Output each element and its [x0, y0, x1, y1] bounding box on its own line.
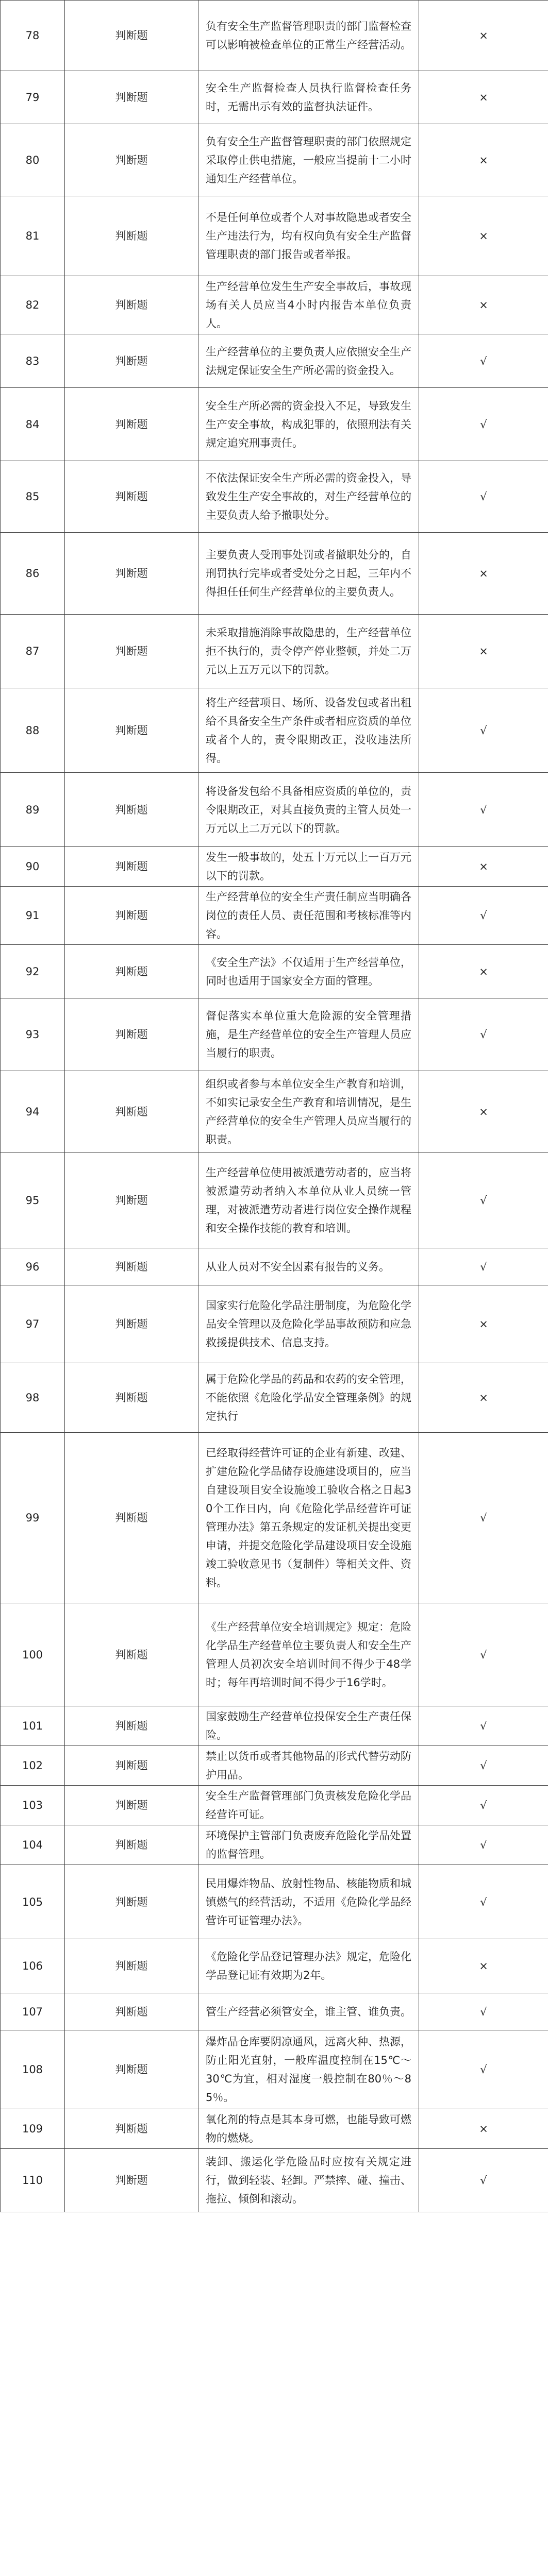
- question-type: 判断题: [65, 1865, 198, 1939]
- question-answer: ×: [419, 2109, 548, 2149]
- question-text: 未采取措施消除事故隐患的，生产经营单位拒不执行的，责令停产停业整顿，并处二万元以上五万元以下的罚款。: [198, 615, 419, 688]
- question-text: 将生产经营项目、场所、设备发包或者出租给不具备安全生产条件或者相应资质的单位或者个人的，责令限期改正，没收违法所得。: [198, 688, 419, 773]
- question-text: 装卸、搬运化学危险品时应按有关规定进行，做到轻装、轻卸。严禁摔、碰、撞击、拖拉、倾倒和滚动。: [198, 2149, 419, 2212]
- question-text: 生产经营单位的安全生产责任制应当明确各岗位的责任人员、责任范围和考核标准等内容。: [198, 887, 419, 945]
- question-answer: ×: [419, 1285, 548, 1363]
- question-answer: ×: [419, 945, 548, 998]
- question-number: 84: [1, 388, 65, 461]
- table-row: [1, 461, 548, 533]
- table-row: [1, 2149, 548, 2212]
- question-text: 不是任何单位或者个人对事故隐患或者安全生产违法行为，均有权向负有安全生产监督管理职责的部门报告或者举报。: [198, 196, 419, 276]
- question-answer: ×: [419, 196, 548, 276]
- question-text: 《生产经营单位安全培训规定》规定：危险化学品生产经营单位主要负责人和安全生产管理人员初次安全培训时间不得少于48学时；每年再培训时间不得少于16学时。: [198, 1603, 419, 1706]
- question-answer: √: [419, 998, 548, 1071]
- question-number: 106: [1, 1939, 65, 1993]
- question-answer: √: [419, 688, 548, 773]
- question-type: 判断题: [65, 196, 198, 276]
- question-number: 86: [1, 533, 65, 615]
- question-number: 96: [1, 1248, 65, 1285]
- question-number: 89: [1, 773, 65, 847]
- question-text: 环境保护主管部门负责废弃危险化学品处置的监督管理。: [198, 1825, 419, 1865]
- question-type: 判断题: [65, 615, 198, 688]
- question-type: 判断题: [65, 124, 198, 196]
- table-row: [1, 276, 548, 334]
- question-answer: ×: [419, 1, 548, 71]
- question-number: 81: [1, 196, 65, 276]
- question-answer: √: [419, 1786, 548, 1825]
- question-text: 将设备发包给不具备相应资质的单位的，责令限期改正，对其直接负责的主管人员处一万元以上二万元以下的罚款。: [198, 773, 419, 847]
- question-type: 判断题: [65, 1706, 198, 1746]
- question-text: 已经取得经营许可证的企业有新建、改建、扩建危险化学品储存设施建设项目的，应当自建设项目安全设施竣工验收合格之日起30个工作日内，向《危险化学品经营许可证管理办法》第五条规定的发证机关提出变更申请，并提交危险化学品建设项目安全设施竣工验收意见书（复制件）等相关文件、资料。: [198, 1433, 419, 1603]
- question-type: 判断题: [65, 1786, 198, 1825]
- question-number: 108: [1, 2030, 65, 2109]
- question-text: 从业人员对不安全因素有报告的义务。: [198, 1248, 419, 1285]
- question-answer: √: [419, 773, 548, 847]
- question-number: 101: [1, 1706, 65, 1746]
- question-number: 100: [1, 1603, 65, 1706]
- question-number: 80: [1, 124, 65, 196]
- question-type: 判断题: [65, 2109, 198, 2149]
- table-row: [1, 945, 548, 998]
- table-row: [1, 1786, 548, 1825]
- question-type: 判断题: [65, 1071, 198, 1153]
- table-row: [1, 847, 548, 887]
- question-number: 107: [1, 1993, 65, 2030]
- table-row: [1, 334, 548, 388]
- table-row: [1, 1248, 548, 1285]
- question-answer: ×: [419, 71, 548, 124]
- question-type: 判断题: [65, 688, 198, 773]
- question-number: 91: [1, 887, 65, 945]
- question-type: 判断题: [65, 773, 198, 847]
- question-type: 判断题: [65, 847, 198, 887]
- question-type: 判断题: [65, 945, 198, 998]
- question-answer: √: [419, 334, 548, 388]
- question-number: 97: [1, 1285, 65, 1363]
- table-row: [1, 388, 548, 461]
- question-type: 判断题: [65, 1433, 198, 1603]
- question-type: 判断题: [65, 388, 198, 461]
- table-row: [1, 196, 548, 276]
- question-number: 79: [1, 71, 65, 124]
- question-number: 78: [1, 1, 65, 71]
- question-answer: √: [419, 388, 548, 461]
- table-row: [1, 1993, 548, 2030]
- table-row: [1, 615, 548, 688]
- table-row: [1, 2109, 548, 2149]
- question-answer: √: [419, 2149, 548, 2212]
- question-text: 生产经营单位发生生产安全事故后，事故现场有关人员应当4小时内报告本单位负责人。: [198, 276, 419, 334]
- question-type: 判断题: [65, 2030, 198, 2109]
- question-number: 109: [1, 2109, 65, 2149]
- question-number: 98: [1, 1363, 65, 1433]
- table-row: [1, 1939, 548, 1993]
- question-text: 不依法保证安全生产所必需的资金投入，导致发生生产安全事故的，对生产经营单位的主要负责人给予撤职处分。: [198, 461, 419, 533]
- question-number: 93: [1, 998, 65, 1071]
- question-text: 组织或者参与本单位安全生产教育和培训，不如实记录安全生产教育和培训情况，是生产经营单位的安全生产管理人员应当履行的职责。: [198, 1071, 419, 1153]
- question-number: 102: [1, 1746, 65, 1786]
- question-type: 判断题: [65, 1363, 198, 1433]
- question-text: 安全生产监督检查人员执行监督检查任务时，无需出示有效的监督执法证件。: [198, 71, 419, 124]
- question-type: 判断题: [65, 1746, 198, 1786]
- question-answer: ×: [419, 615, 548, 688]
- question-text: 管生产经营必须管安全，谁主管、谁负责。: [198, 1993, 419, 2030]
- question-answer: √: [419, 1248, 548, 1285]
- table-row: [1, 1603, 548, 1706]
- question-answer: √: [419, 1153, 548, 1248]
- table-row: [1, 1153, 548, 1248]
- table-row: [1, 2030, 548, 2109]
- question-type: 判断题: [65, 1153, 198, 1248]
- question-text: 爆炸品仓库要阴凉通风，远离火种、热源，防止阳光直射，一般库温度控制在15℃～30℃为宜，相对湿度一般控制在80％～85％。: [198, 2030, 419, 2109]
- question-answer: ×: [419, 124, 548, 196]
- question-number: 99: [1, 1433, 65, 1603]
- question-number: 105: [1, 1865, 65, 1939]
- table-row: [1, 1825, 548, 1865]
- question-answer: √: [419, 1865, 548, 1939]
- question-table-body: [1, 1, 548, 2212]
- table-row: [1, 1706, 548, 1746]
- question-number: 104: [1, 1825, 65, 1865]
- question-type: 判断题: [65, 1993, 198, 2030]
- question-number: 82: [1, 276, 65, 334]
- question-type: 判断题: [65, 461, 198, 533]
- question-text: 国家实行危险化学品注册制度，为危险化学品安全管理以及危险化学品事故预防和应急救援提供技术、信息支持。: [198, 1285, 419, 1363]
- question-answer: ×: [419, 1071, 548, 1153]
- question-type: 判断题: [65, 1825, 198, 1865]
- question-number: 92: [1, 945, 65, 998]
- question-answer: √: [419, 2030, 548, 2109]
- question-type: 判断题: [65, 887, 198, 945]
- question-number: 85: [1, 461, 65, 533]
- question-type: 判断题: [65, 1, 198, 71]
- table-row: [1, 688, 548, 773]
- question-text: 氧化剂的特点是其本身可燃，也能导致可燃物的燃烧。: [198, 2109, 419, 2149]
- table-row: [1, 1285, 548, 1363]
- question-type: 判断题: [65, 533, 198, 615]
- question-text: 生产经营单位使用被派遣劳动者的，应当将被派遣劳动者纳入本单位从业人员统一管理，对被派遣劳动者进行岗位安全操作规程和安全操作技能的教育和培训。: [198, 1153, 419, 1248]
- question-number: 83: [1, 334, 65, 388]
- question-type: 判断题: [65, 1248, 198, 1285]
- question-text: 安全生产所必需的资金投入不足，导致发生生产安全事故，构成犯罪的，依照刑法有关规定追究刑事责任。: [198, 388, 419, 461]
- table-row: [1, 533, 548, 615]
- question-text: 负有安全生产监督管理职责的部门监督检查可以影响被检查单位的正常生产经营活动。: [198, 1, 419, 71]
- question-text: 《危险化学品登记管理办法》规定，危险化学品登记证有效期为2年。: [198, 1939, 419, 1993]
- question-answer: ×: [419, 1939, 548, 1993]
- question-text: 禁止以货币或者其他物品的形式代替劳动防护用品。: [198, 1746, 419, 1786]
- question-number: 95: [1, 1153, 65, 1248]
- table-row: [1, 1, 548, 71]
- question-answer: √: [419, 1433, 548, 1603]
- table-row: [1, 71, 548, 124]
- question-type: 判断题: [65, 1939, 198, 1993]
- question-number: 94: [1, 1071, 65, 1153]
- question-number: 88: [1, 688, 65, 773]
- question-type: 判断题: [65, 334, 198, 388]
- question-answer: √: [419, 1993, 548, 2030]
- question-text: 负有安全生产监督管理职责的部门依照规定采取停止供电措施，一般应当提前十二小时通知生产经营单位。: [198, 124, 419, 196]
- question-number: 90: [1, 847, 65, 887]
- table-row: [1, 1071, 548, 1153]
- question-text: 国家鼓励生产经营单位投保安全生产责任保险。: [198, 1706, 419, 1746]
- question-text: 属于危险化学品的药品和农药的安全管理，不能依照《危险化学品安全管理条例》的规定执行: [198, 1363, 419, 1433]
- question-answer: ×: [419, 533, 548, 615]
- question-type: 判断题: [65, 1285, 198, 1363]
- question-answer: √: [419, 461, 548, 533]
- table-row: [1, 1746, 548, 1786]
- table-row: [1, 1363, 548, 1433]
- question-text: 发生一般事故的，处五十万元以上一百万元以下的罚款。: [198, 847, 419, 887]
- question-answer: √: [419, 887, 548, 945]
- table-row: [1, 998, 548, 1071]
- question-type: 判断题: [65, 276, 198, 334]
- question-type: 判断题: [65, 2149, 198, 2212]
- question-text: 民用爆炸物品、放射性物品、核能物质和城镇燃气的经营活动，不适用《危险化学品经营许可证管理办法》。: [198, 1865, 419, 1939]
- question-number: 103: [1, 1786, 65, 1825]
- question-answer: √: [419, 1706, 548, 1746]
- question-text: 督促落实本单位重大危险源的安全管理措施，是生产经营单位的安全生产管理人员应当履行的职责。: [198, 998, 419, 1071]
- table-row: [1, 1433, 548, 1603]
- question-text: 安全生产监督管理部门负责核发危险化学品经营许可证。: [198, 1786, 419, 1825]
- question-text: 生产经营单位的主要负责人应依照安全生产法规定保证安全生产所必需的资金投入。: [198, 334, 419, 388]
- question-answer: √: [419, 1825, 548, 1865]
- question-type: 判断题: [65, 71, 198, 124]
- question-answer: ×: [419, 276, 548, 334]
- table-row: [1, 773, 548, 847]
- question-type: 判断题: [65, 1603, 198, 1706]
- question-answer: √: [419, 1746, 548, 1786]
- question-type: 判断题: [65, 998, 198, 1071]
- question-text: 主要负责人受刑事处罚或者撤职处分的，自刑罚执行完毕或者受处分之日起，三年内不得担任任何生产经营单位的主要负责人。: [198, 533, 419, 615]
- question-text: 《安全生产法》不仅适用于生产经营单位，同时也适用于国家安全方面的管理。: [198, 945, 419, 998]
- table-row: [1, 124, 548, 196]
- question-number: 87: [1, 615, 65, 688]
- question-number: 110: [1, 2149, 65, 2212]
- table-row: [1, 887, 548, 945]
- question-answer: ×: [419, 1363, 548, 1433]
- table-row: [1, 1865, 548, 1939]
- question-answer: ×: [419, 847, 548, 887]
- question-answer: √: [419, 1603, 548, 1706]
